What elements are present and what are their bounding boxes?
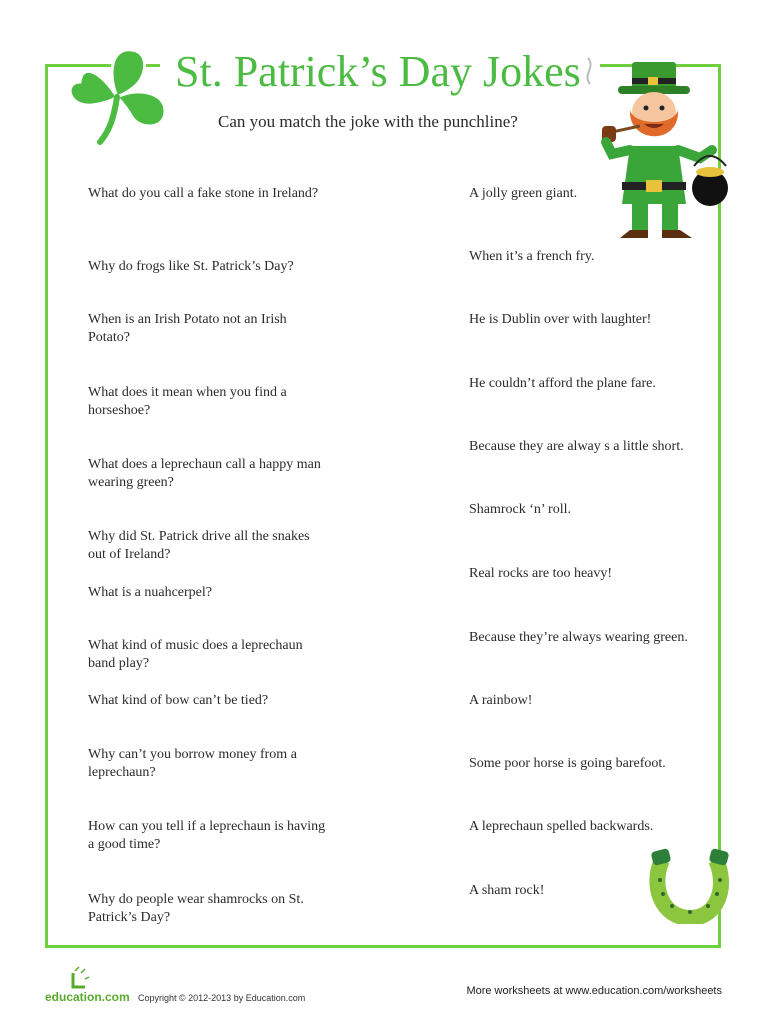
- punchline-item: Shamrock ‘n’ roll.: [469, 502, 571, 517]
- punchline-item: When it’s a french fry.: [469, 249, 595, 264]
- joke-item: How can you tell if a leprechaun is having a good time?: [88, 819, 326, 852]
- punchline-item: Because they are alway s a little short.: [469, 439, 684, 454]
- shamrock-icon: [62, 42, 172, 146]
- joke-item: What kind of bow can’t be tied?: [88, 693, 269, 708]
- page-subtitle: Can you match the joke with the punchline?: [218, 112, 518, 131]
- joke-item: What is a nuahcerpel?: [88, 585, 212, 600]
- punchline-item: He is Dublin over with laughter!: [469, 312, 652, 327]
- leprechaun-icon: [582, 54, 732, 246]
- joke-item: What kind of music does a leprechaun band play?: [88, 638, 303, 671]
- punchline-item: Because they’re always wearing green.: [469, 630, 688, 645]
- joke-item: What does it mean when you find a horseshoe?: [88, 385, 287, 418]
- punchline-item: A rainbow!: [469, 693, 533, 708]
- punchline-item: He couldn’t afford the plane fare.: [469, 376, 656, 391]
- copyright-text: Copyright © 2012-2013 by Education.com: [138, 993, 306, 1003]
- punchline-item: A sham rock!: [469, 883, 545, 898]
- joke-item: Why did St. Patrick drive all the snakes out of Ireland?: [88, 529, 310, 562]
- more-worksheets-link[interactable]: More worksheets at www.education.com/worksheets: [466, 985, 722, 997]
- joke-item: What do you call a fake stone in Ireland?: [88, 186, 319, 201]
- joke-item: Why can’t you borrow money from a leprechaun?: [88, 747, 297, 780]
- joke-item: When is an Irish Potato not an Irish Potato?: [88, 312, 287, 345]
- punchline-item: A jolly green giant.: [469, 186, 578, 201]
- education-logo-text[interactable]: education.com: [45, 990, 130, 1004]
- joke-item: Why do people wear shamrocks on St. Patrick’s Day?: [88, 892, 304, 925]
- horseshoe-icon: [648, 846, 732, 924]
- joke-item: What does a leprechaun call a happy man wearing green?: [88, 457, 321, 490]
- punchline-item: Real rocks are too heavy!: [469, 566, 613, 581]
- page-title: St. Patrick’s Day Jokes: [175, 47, 581, 96]
- joke-item: Why do frogs like St. Patrick’s Day?: [88, 259, 294, 274]
- punchline-item: A leprechaun spelled backwards.: [469, 819, 654, 834]
- punchline-item: Some poor horse is going barefoot.: [469, 756, 666, 771]
